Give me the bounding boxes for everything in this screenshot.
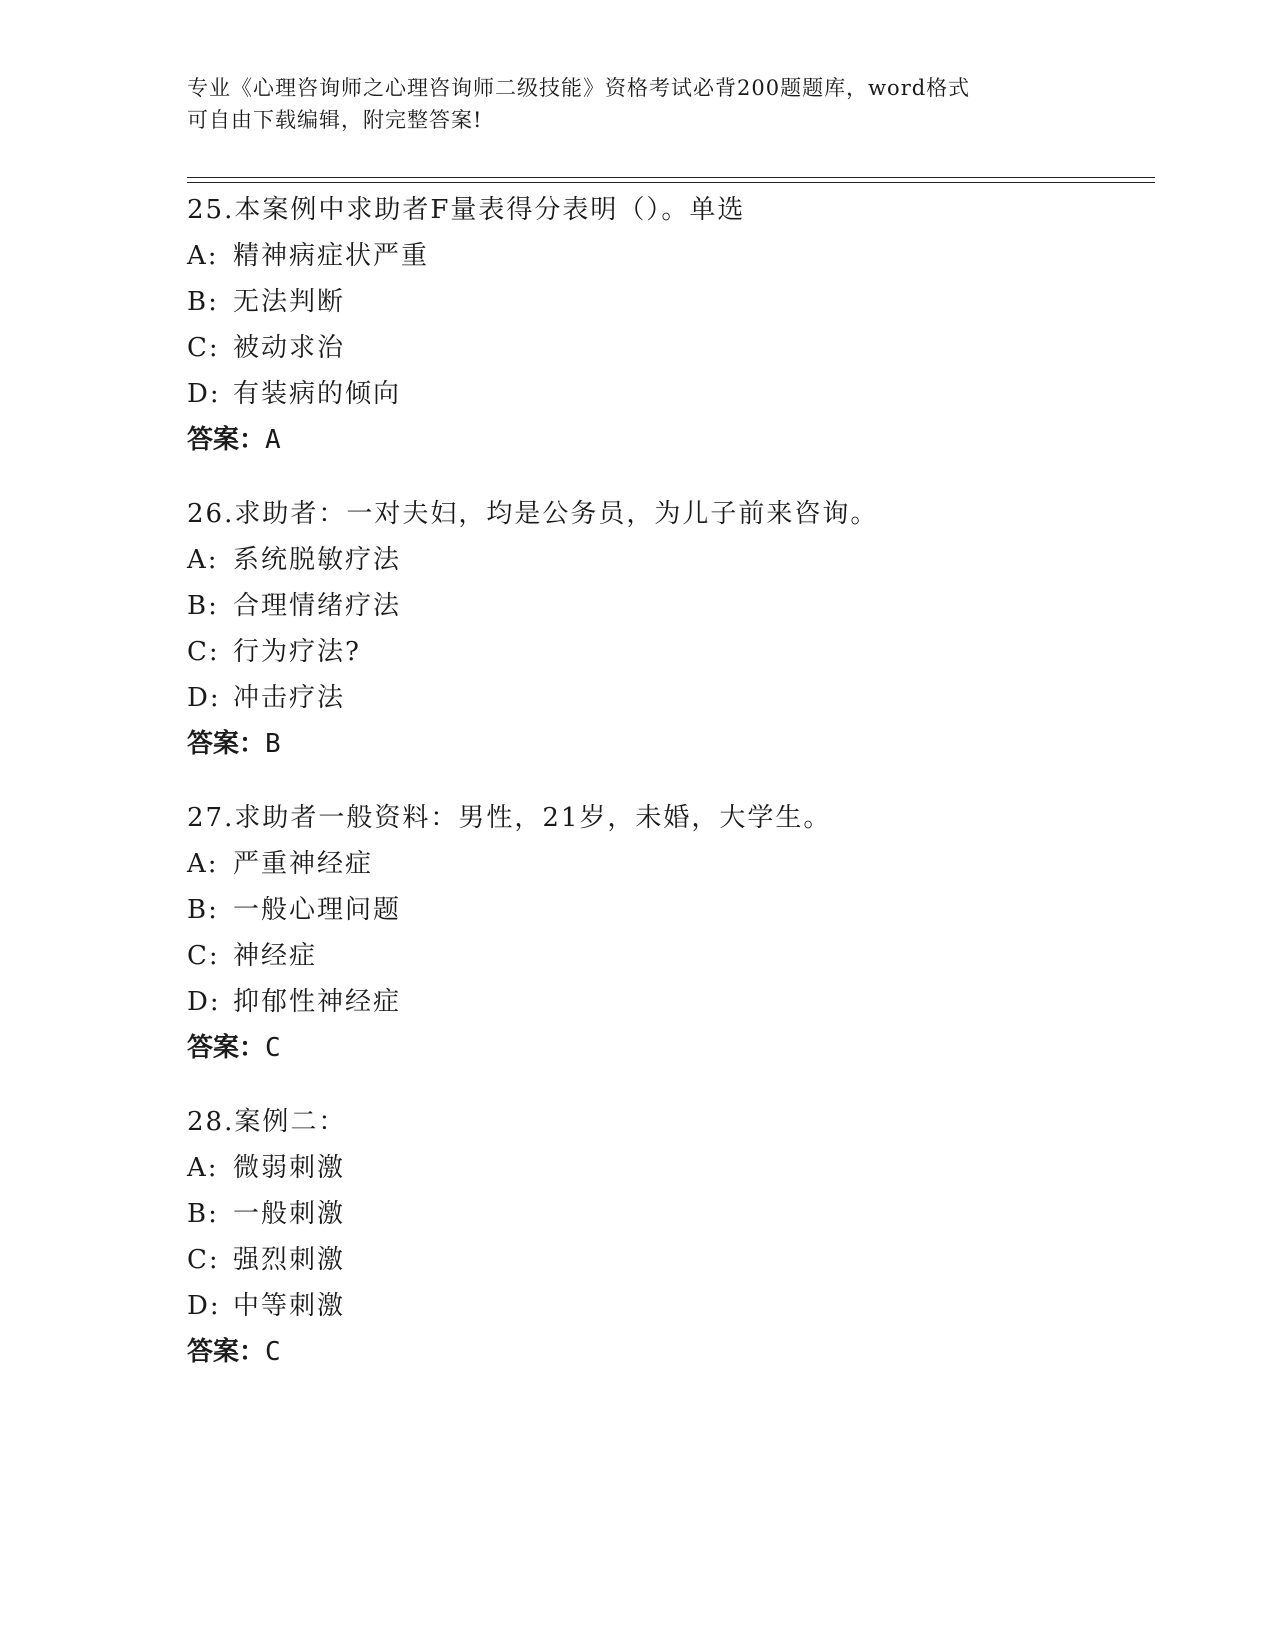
header-divider-bottom <box>187 182 1155 183</box>
option-c <box>187 933 1147 979</box>
answer-value: B <box>265 729 281 759</box>
question-block <box>187 491 1147 767</box>
option-c <box>187 1237 1147 1283</box>
option-key: C: <box>187 941 220 971</box>
option-c <box>187 629 1147 675</box>
answer-line <box>187 721 1147 767</box>
option-key: D: <box>187 379 221 409</box>
question-block <box>187 795 1147 1071</box>
option-text: 系统脱敏疗法 <box>233 545 402 575</box>
header-line-2: 可自由下载编辑，附完整答案! <box>187 108 483 132</box>
option-b <box>187 583 1147 629</box>
option-a <box>187 233 1147 279</box>
option-text: 强烈刺激 <box>233 1245 346 1275</box>
header-divider-top <box>187 177 1155 178</box>
option-text: 一般心理问题 <box>233 895 402 925</box>
option-key: A: <box>187 545 219 575</box>
option-text: 一般刺激 <box>233 1199 346 1229</box>
answer-value: C <box>265 1337 281 1367</box>
answer-value: A <box>265 425 281 455</box>
option-key: C: <box>187 1245 220 1275</box>
option-d <box>187 979 1147 1025</box>
answer-label: 答案： <box>187 425 266 455</box>
document-header <box>187 72 1087 136</box>
option-text: 行为疗法? <box>233 637 361 667</box>
question-block <box>187 187 1147 463</box>
option-text: 微弱刺激 <box>233 1153 346 1183</box>
question-title: 28.案例二： <box>187 1107 347 1137</box>
header-line-1: 专业《心理咨询师之心理咨询师二级技能》资格考试必背200题题库，word格式 <box>187 76 971 100</box>
option-d <box>187 675 1147 721</box>
option-key: D: <box>187 683 221 713</box>
option-d <box>187 371 1147 417</box>
option-key: B: <box>187 591 219 621</box>
question-title: 26.求助者：一对夫妇，均是公务员，为儿子前来咨询。 <box>187 499 879 529</box>
option-key: C: <box>187 637 220 667</box>
option-key: A: <box>187 849 219 879</box>
option-key: B: <box>187 895 219 925</box>
option-text: 精神病症状严重 <box>233 241 430 271</box>
option-key: B: <box>187 1199 219 1229</box>
option-key: B: <box>187 287 219 317</box>
option-key: A: <box>187 241 219 271</box>
answer-label: 答案： <box>187 1337 266 1367</box>
option-text: 神经症 <box>233 941 318 971</box>
option-text: 严重神经症 <box>233 849 374 879</box>
answer-label: 答案： <box>187 1033 266 1063</box>
option-text: 抑郁性神经症 <box>233 987 402 1017</box>
option-b <box>187 1191 1147 1237</box>
answer-line <box>187 417 1147 463</box>
question-block <box>187 1099 1147 1375</box>
option-text: 合理情绪疗法 <box>233 591 402 621</box>
option-c <box>187 325 1147 371</box>
option-text: 有装病的倾向 <box>233 379 402 409</box>
option-a <box>187 841 1147 887</box>
option-text: 无法判断 <box>233 287 346 317</box>
option-key: A: <box>187 1153 219 1183</box>
option-a <box>187 537 1147 583</box>
answer-value: C <box>265 1033 281 1063</box>
question-title: 25.本案例中求助者F量表得分表明（）。单选 <box>187 195 746 225</box>
option-b <box>187 279 1147 325</box>
option-text: 中等刺激 <box>233 1291 346 1321</box>
option-b <box>187 887 1147 933</box>
option-d <box>187 1283 1147 1329</box>
option-text: 冲击疗法 <box>233 683 346 713</box>
answer-line <box>187 1025 1147 1071</box>
option-key: D: <box>187 987 221 1017</box>
answer-line <box>187 1329 1147 1375</box>
answer-label: 答案： <box>187 729 266 759</box>
option-text: 被动求治 <box>233 333 346 363</box>
option-key: C: <box>187 333 220 363</box>
option-a <box>187 1145 1147 1191</box>
question-title: 27.求助者一般资料：男性，21岁，未婚，大学生。 <box>187 803 832 833</box>
option-key: D: <box>187 1291 221 1321</box>
